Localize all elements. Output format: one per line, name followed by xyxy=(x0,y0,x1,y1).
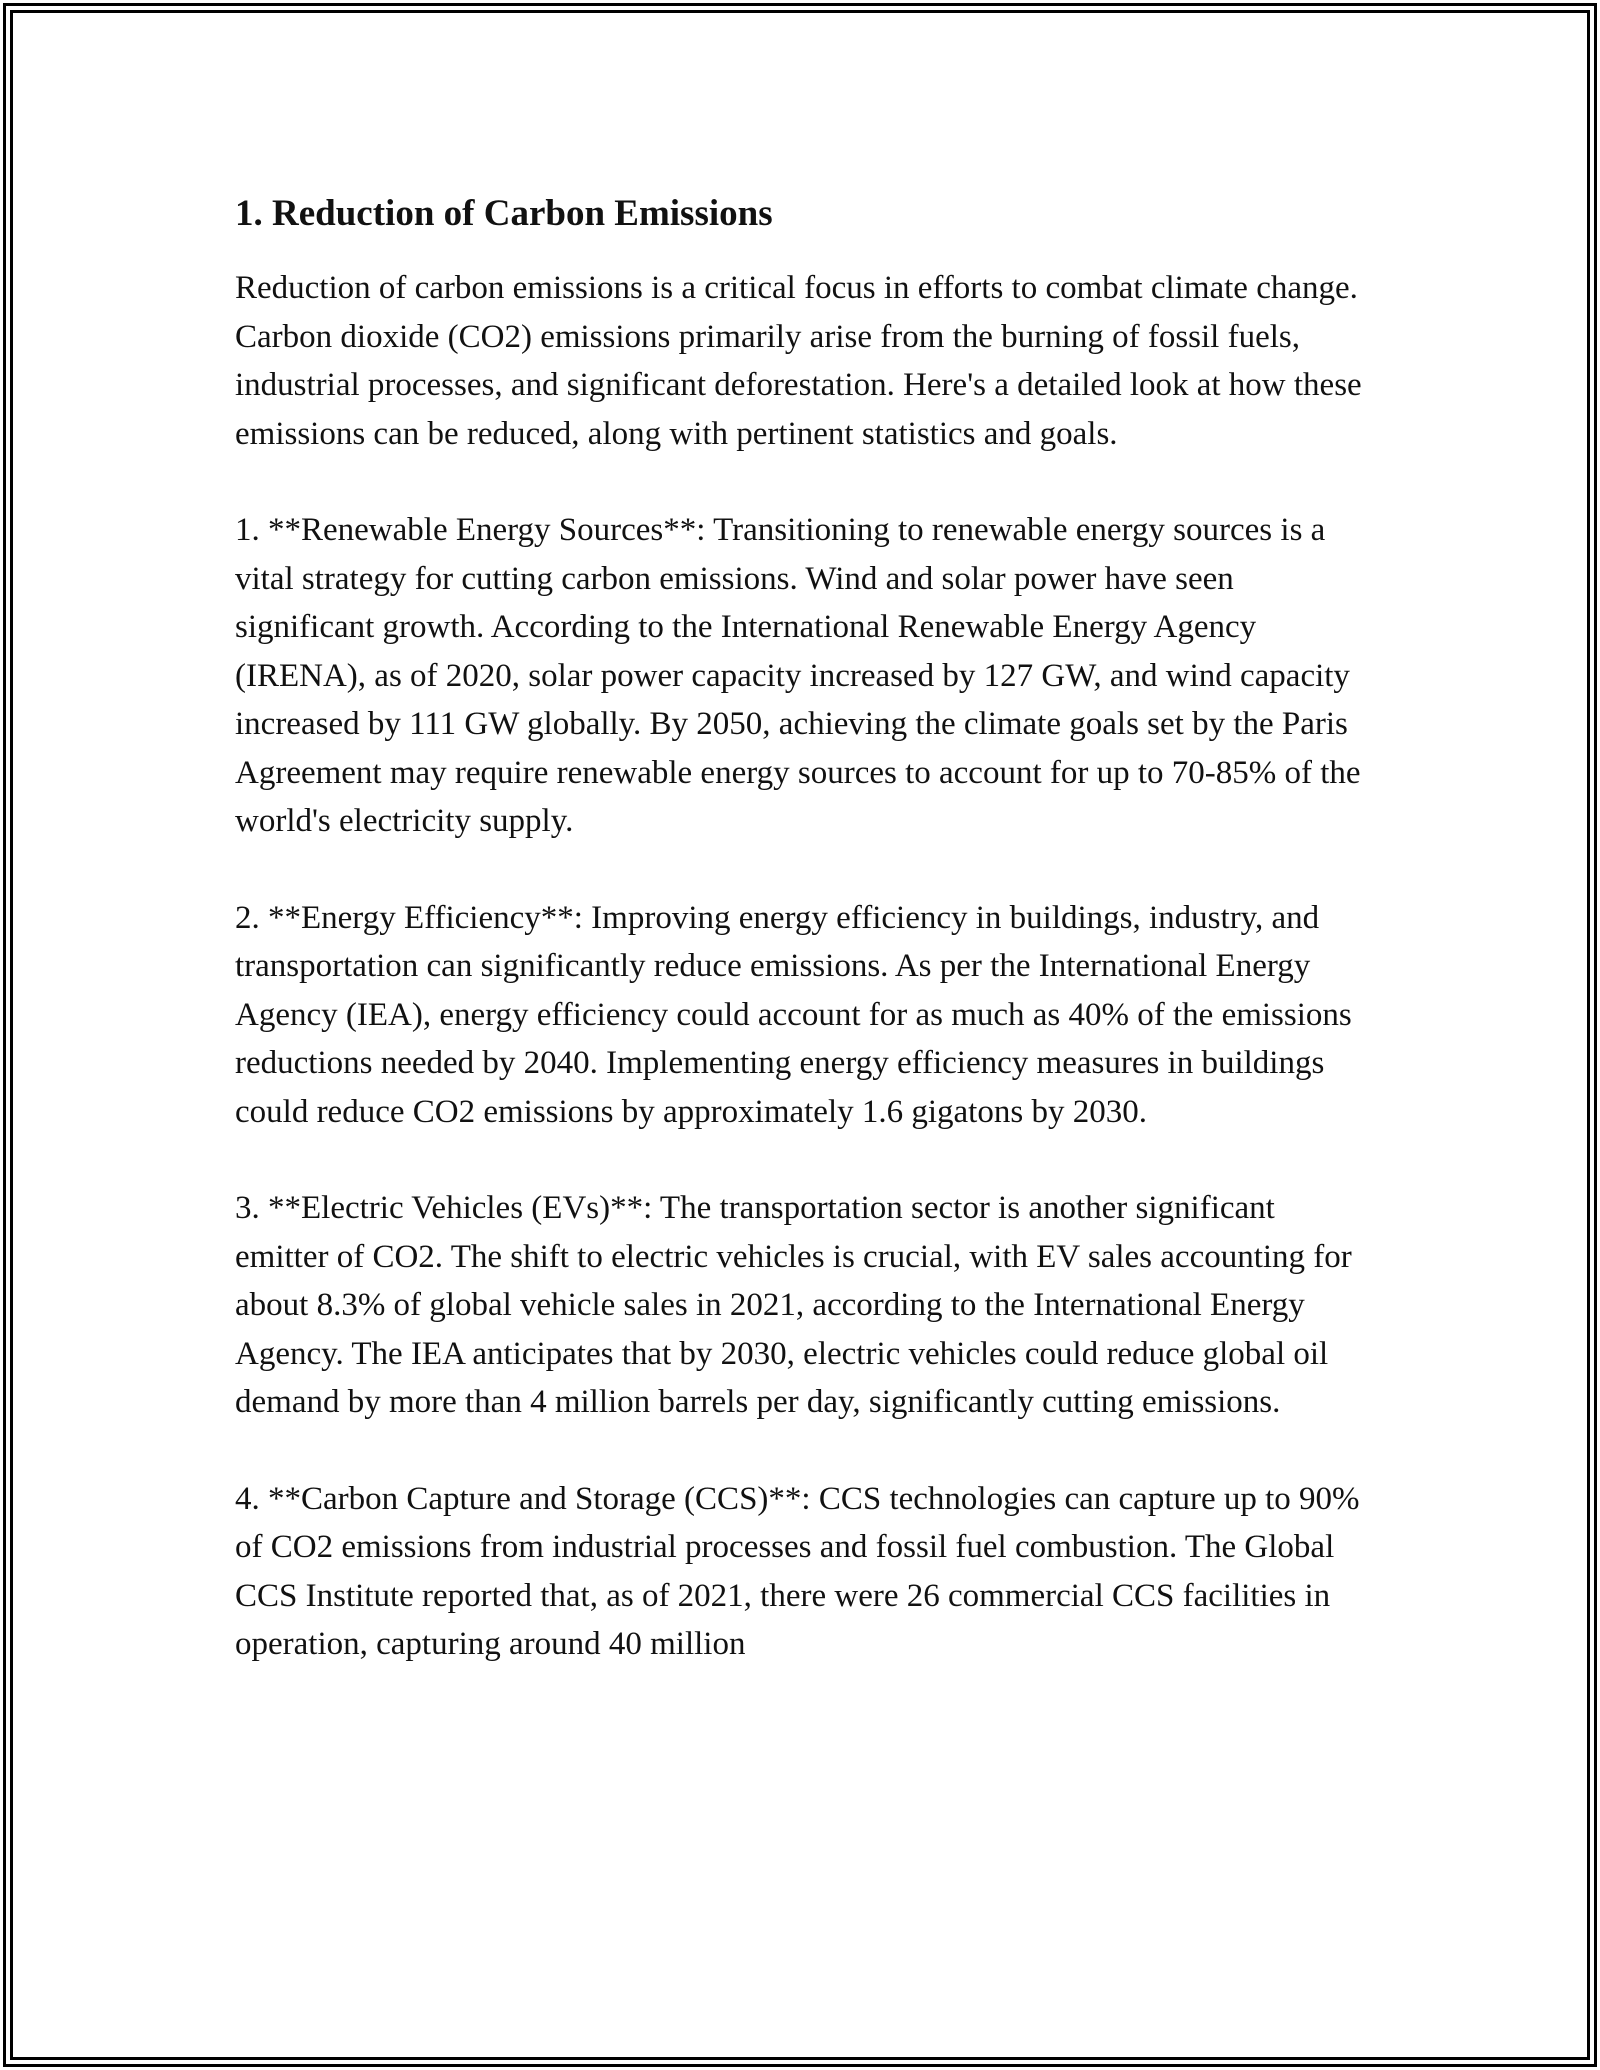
renewable-energy-paragraph: 1. **Renewable Energy Sources**: Transitioning to renewable energy sources is a vital strategy for cutting carbon emissions. Wind and solar power have seen significant growth. According to the International Renewable Energy Agency (IRENA), as of 2020, solar power capacity increased by 127 GW, and wind capacity increased by 111 GW globally. By 2050, achieving the climate goals set by the Paris Agreement may require renewable energy sources to account for up to 70-85% of the world's electricity supply. xyxy=(235,512,1361,839)
carbon-capture-paragraph: 4. **Carbon Capture and Storage (CCS)**: CCS technologies can capture up to 90% of CO2 emissions from industrial processes and fossil fuel combustion. The Global CCS Institute reported that, as of 2021, there were 26 commercial CCS facilities in operation, capturing around 40 million xyxy=(235,1480,1360,1662)
document-body xyxy=(235,186,1365,1717)
electric-vehicles-paragraph: 3. **Electric Vehicles (EVs)**: The transportation sector is another significant emitter of CO2. The shift to electric vehicles is crucial, with EV sales accounting for about 8.3% of global vehicle sales in 2021, according to the International Energy Agency. The IEA anticipates that by 2030, electric vehicles could reduce global oil demand by more than 4 million barrels per day, significantly cutting emissions. xyxy=(235,1190,1352,1420)
intro-paragraph: Reduction of carbon emissions is a critical focus in efforts to combat climate change. Carbon dioxide (CO2) emissions primarily arise from the burning of fossil fuels, industrial processes, and significant deforestation. Here's a detailed look at how these emissions can be reduced, along with pertinent statistics and goals. xyxy=(235,270,1362,452)
section-heading: 1. Reduction of Carbon Emissions xyxy=(235,193,773,234)
energy-efficiency-paragraph: 2. **Energy Efficiency**: Improving energy efficiency in buildings, industry, and transportation can significantly reduce emissions. As per the International Energy Agency (IEA), energy efficiency could account for as much as 40% of the emissions reductions needed by 2040. Implementing energy efficiency measures in buildings could reduce CO2 emissions by approximately 1.6 gigatons by 2030. xyxy=(235,899,1352,1130)
